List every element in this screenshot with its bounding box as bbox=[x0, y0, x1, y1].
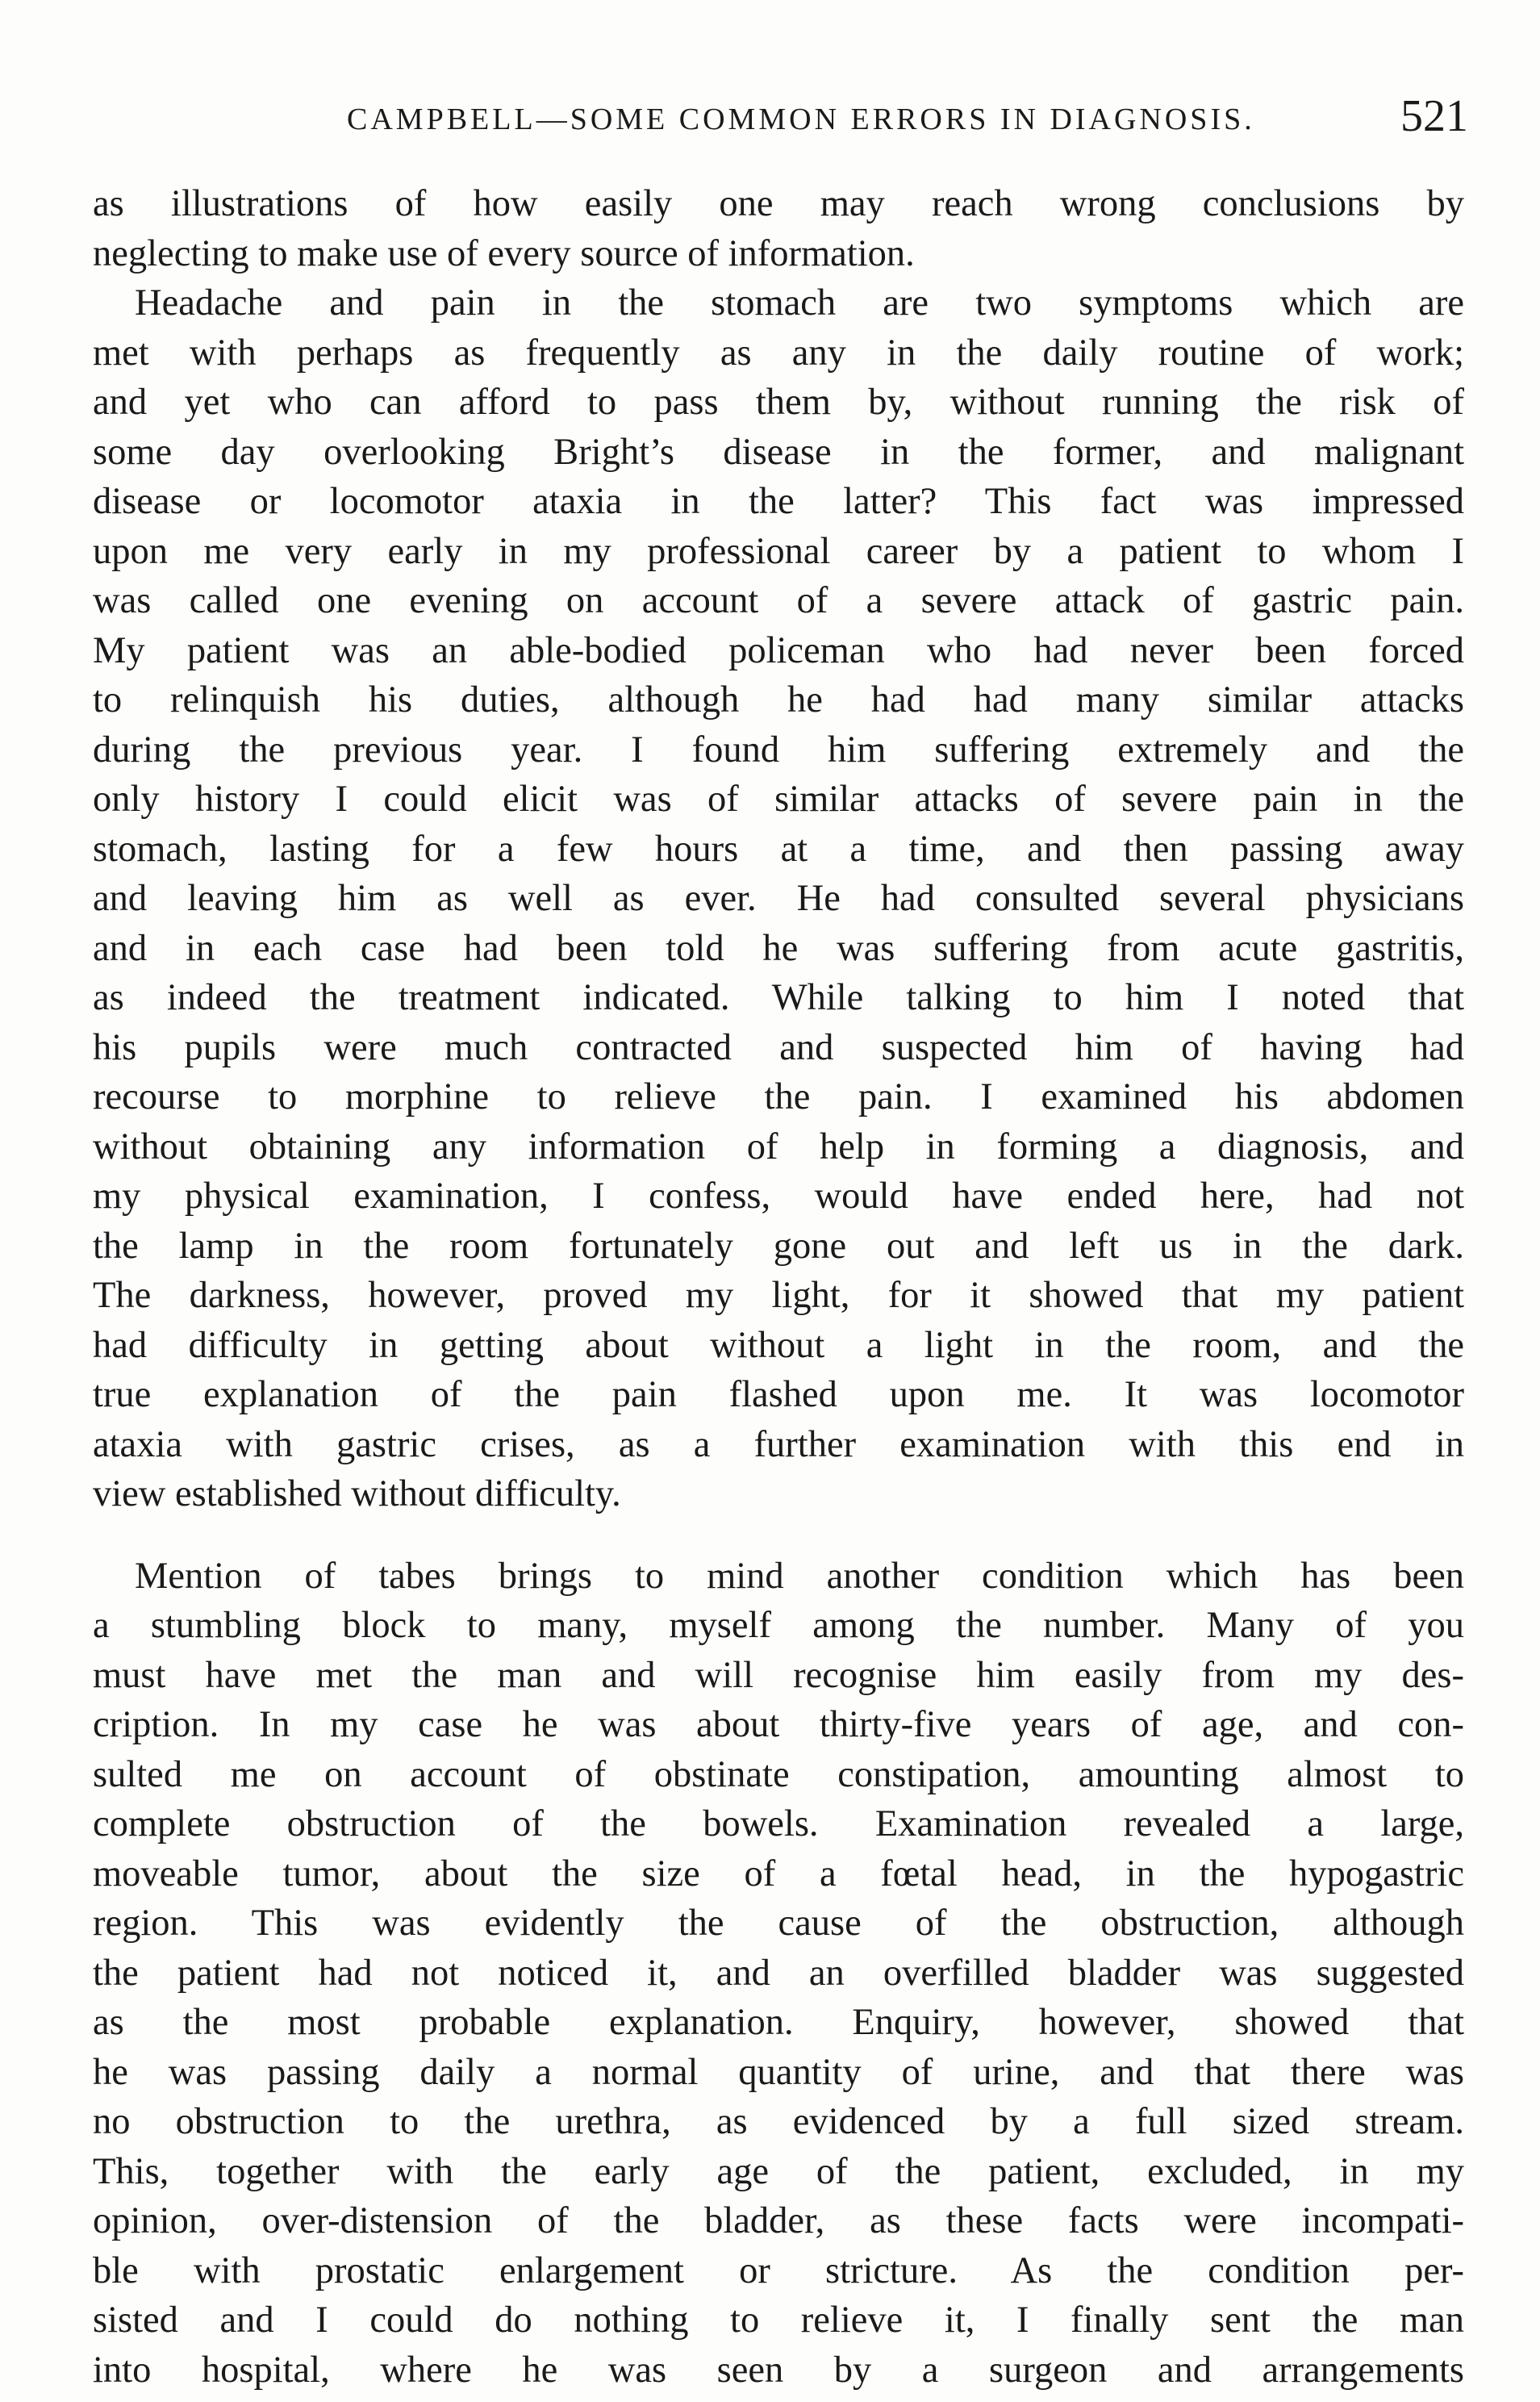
text-line: had difficulty in getting about without a light in the room, and the bbox=[93, 1324, 1464, 1366]
text-line: as the most probable explanation. Enquiry, however, showed that bbox=[93, 2002, 1464, 2043]
text-line: ble with prostatic enlargement or stricture. As the condition per- bbox=[93, 2250, 1464, 2291]
text-line: ataxia with gastric crises, as a further examination with this end in bbox=[93, 1423, 1464, 1465]
text-line: upon me very early in my professional career by a patient to whom I bbox=[93, 530, 1464, 572]
text-line: cription. In my case he was about thirty-five years of age, and con- bbox=[93, 1704, 1464, 1745]
text-line: opinion, over-distension of the bladder, as these facts were incompati- bbox=[93, 2200, 1464, 2241]
running-title: CAMPBELL—SOME COMMON ERRORS IN DIAGNOSIS. bbox=[347, 102, 1255, 136]
text-line: a stumbling block to many, myself among the number. Many of you bbox=[93, 1605, 1464, 1646]
text-line: sisted and I could do nothing to relieve it, I finally sent the man bbox=[93, 2300, 1464, 2341]
text-line: region. This was evidently the cause of the obstruction, although bbox=[93, 1903, 1464, 1944]
text-line: my physical examination, I confess, would have ended here, had not bbox=[93, 1176, 1464, 1217]
text-line: stomach, lasting for a few hours at a time, and then passing away bbox=[93, 828, 1464, 870]
text-line: was called one evening on account of a severe attack of gastric pain. bbox=[93, 580, 1464, 621]
text-line: to relinquish his duties, although he had had many similar attacks bbox=[93, 679, 1464, 721]
text-line: neglecting to make use of every source of information. bbox=[93, 232, 915, 274]
paragraph-gap bbox=[93, 1519, 1464, 1552]
text-line: true explanation of the pain flashed upon me. It was locomotor bbox=[93, 1374, 1464, 1415]
text-line: and leaving him as well as ever. He had consulted several physicians bbox=[93, 878, 1464, 919]
text-line: his pupils were much contracted and suspected him of having had bbox=[93, 1026, 1464, 1068]
text-line: Headache and pain in the stomach are two symptoms which are bbox=[135, 282, 1464, 324]
text-line: Mention of tabes brings to mind another condition which has been bbox=[135, 1555, 1464, 1597]
text-line: view established without difficulty. bbox=[93, 1473, 621, 1514]
text-line: recourse to morphine to relieve the pain. I examined his abdomen bbox=[93, 1076, 1464, 1117]
text-line: as illustrations of how easily one may reach wrong conclusions by bbox=[93, 183, 1464, 224]
text-line: My patient was an able-bodied policeman who had never been forced bbox=[93, 629, 1464, 671]
page-number: 521 bbox=[1400, 91, 1468, 141]
text-line: no obstruction to the urethra, as evidenced by a full sized stream. bbox=[93, 2101, 1464, 2142]
text-line: sulted me on account of obstinate constipation, amounting almost to bbox=[93, 1753, 1464, 1795]
text-line: some day overlooking Bright’s disease in the former, and malignant bbox=[93, 431, 1464, 473]
text-line: as indeed the treatment indicated. While talking to him I noted that bbox=[93, 977, 1464, 1018]
paragraph bbox=[93, 278, 1464, 1519]
running-header bbox=[347, 90, 1468, 155]
text-line: complete obstruction of the bowels. Examination revealed a large, bbox=[93, 1803, 1464, 1844]
text-line: he was passing daily a normal quantity of urine, and that there was bbox=[93, 2051, 1464, 2093]
text-line: The darkness, however, proved my light, for it showed that my patient bbox=[93, 1275, 1464, 1316]
paragraph bbox=[93, 179, 1464, 278]
text-line: without obtaining any information of help in forming a diagnosis, and bbox=[93, 1126, 1464, 1168]
text-line: into hospital, where he was seen by a surgeon and arrangements bbox=[93, 2349, 1464, 2391]
text-line: during the previous year. I found him suffering extremely and the bbox=[93, 729, 1464, 771]
text-line: This, together with the early age of the patient, excluded, in my bbox=[93, 2150, 1464, 2192]
text-line: moveable tumor, about the size of a fœtal head, in the hypogastric bbox=[93, 1853, 1464, 1894]
text-line: the patient had not noticed it, and an overfilled bladder was suggested bbox=[93, 1952, 1464, 1994]
text-line: the lamp in the room fortunately gone out and left us in the dark. bbox=[93, 1225, 1464, 1267]
text-line: must have met the man and will recognise him easily from my des- bbox=[93, 1654, 1464, 1696]
text-line: disease or locomotor ataxia in the latter? This fact was impressed bbox=[93, 481, 1464, 522]
text-line: and yet who can afford to pass them by, without running the risk of bbox=[93, 382, 1464, 423]
text-line: met with perhaps as frequently as any in the daily routine of work; bbox=[93, 332, 1464, 374]
body-text bbox=[93, 179, 1464, 2395]
text-line: and in each case had been told he was suffering from acute gastritis, bbox=[93, 927, 1464, 969]
text-line: only history I could elicit was of similar attacks of severe pain in the bbox=[93, 779, 1464, 820]
paragraph bbox=[93, 1552, 1464, 2396]
